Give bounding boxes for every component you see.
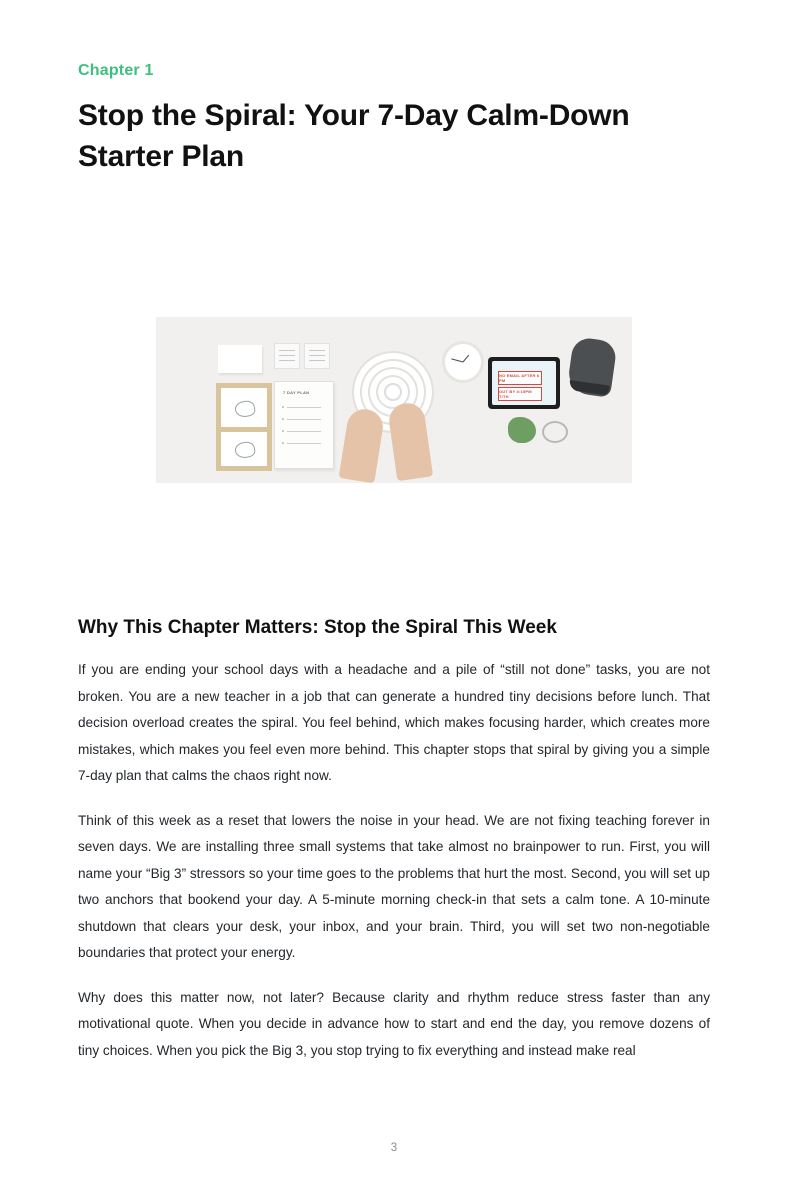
alarm-clock-prop bbox=[442, 341, 484, 383]
tablet-screen bbox=[492, 361, 556, 405]
chapter-label: Chapter 1 bbox=[78, 62, 154, 79]
body-paragraph: Think of this week as a reset that lowers the noise in your head. We are not fixing teaching forever in seven days. We are installing three small systems that take almost no brainpower to run. First, you will name your “Big 3” stressors so your time goes to the problems that hurt the most. Second, you will set up two anchors that bookend your day. A 5-minute morning check-in that sets a calm tone. A 10-minute shutdown that clears your desk, your inbox, and your brain. Third, you will set two non-negotiable boundaries that protect your energy. bbox=[78, 812, 710, 960]
tablet-rule-1: NO EMAIL AFTER 6 PM bbox=[498, 371, 542, 385]
tablet-prop bbox=[488, 357, 560, 409]
hand-left-prop bbox=[339, 407, 386, 483]
sneaker-prop bbox=[566, 336, 617, 398]
picture-frame-prop bbox=[216, 427, 272, 471]
page-title: Stop the Spiral: Your 7-Day Calm-Down Starter Plan bbox=[78, 99, 630, 173]
sticky-note-prop bbox=[304, 343, 330, 369]
document-page bbox=[0, 62, 788, 1180]
hero-photo bbox=[156, 317, 632, 483]
sticky-note-prop bbox=[274, 343, 300, 369]
tablet-rule-2: OUT BY 4:15PM T/TH bbox=[498, 387, 542, 401]
notebook-title: 7 DAY PLAN bbox=[283, 390, 310, 395]
body-paragraph: Why does this matter now, not later? Because clarity and rhythm reduce stress faster than any motivational quote. When you decide in advance how to start and end the day, you remove dozens of tiny choices. When you pick the Big 3, you stop trying to fix everything and instead make real bbox=[78, 989, 710, 1058]
picture-frame-prop bbox=[216, 383, 272, 433]
notebook-prop bbox=[274, 381, 334, 469]
body-paragraph: If you are ending your school days with a headache and a pile of “still not done” tasks, you are not broken. You are a new teacher in a job that can generate a hundred tiny decisions before lunch. That decision overload creates the spiral. You feel behind, which makes focusing harder, which creates more mistakes, which makes you feel even more behind. This chapter stops that spiral by giving you a simple 7-day plan that calms the chaos right now. bbox=[78, 662, 710, 783]
paper-stack-prop bbox=[218, 345, 262, 373]
section-heading: Why This Chapter Matters: Stop the Spiral This Week bbox=[78, 617, 557, 638]
page-number: 3 bbox=[390, 1142, 398, 1154]
plant-prop bbox=[508, 417, 536, 443]
hero-image bbox=[78, 209, 710, 589]
keys-prop bbox=[542, 421, 568, 443]
